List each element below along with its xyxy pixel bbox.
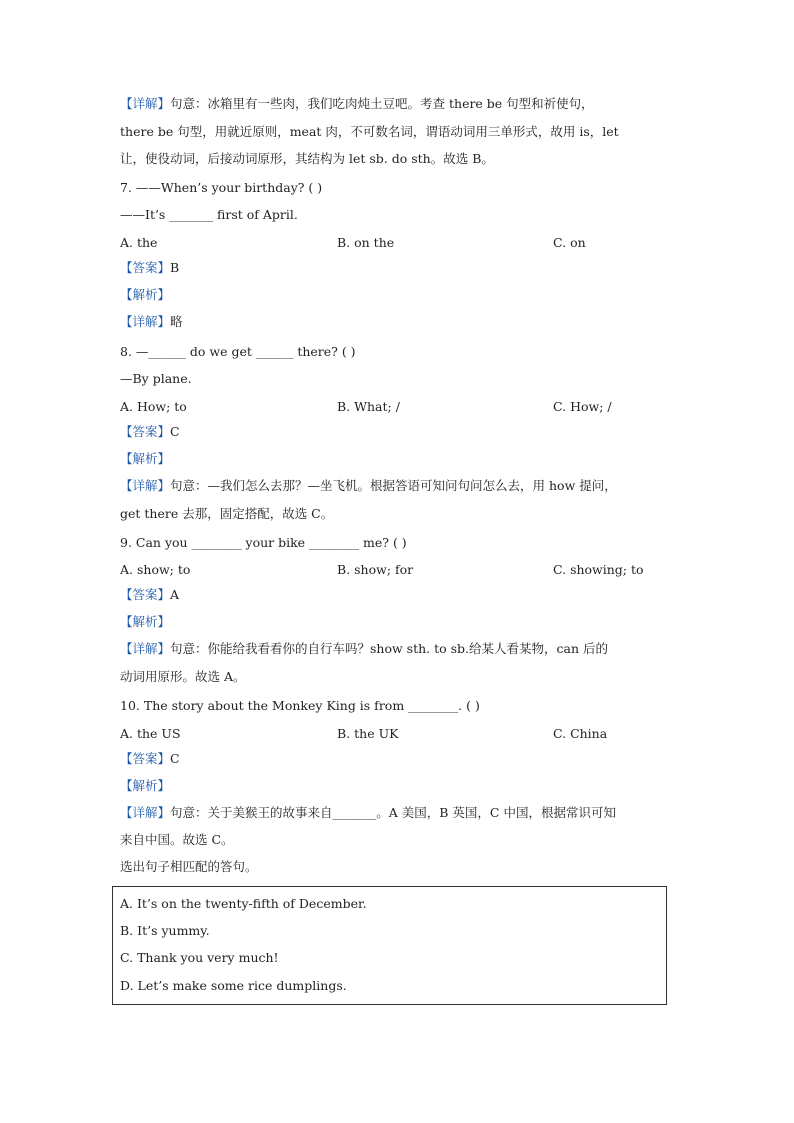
matching-option-b: B. It’s yummy. [120,923,210,938]
q7-option-a: A. the [120,235,158,250]
q9-detail-line-2: 动词用原形。故选 A。 [120,669,246,684]
q10-stem: 10. The story about the Monkey King is from ________. ( ) [120,698,480,713]
q8-option-b: B. What; / [337,399,400,414]
q8-stem-reply: —By plane. [120,371,192,386]
q10-analysis: 【解析】 [120,778,171,793]
q7-option-b: B. on the [337,235,395,250]
q7-stem: 7. ——When’s your birthday? ( ) [120,180,323,195]
q7-option-c: C. on [553,235,586,250]
q9-option-c: C. showing; to [553,562,644,577]
q9-analysis: 【解析】 [120,614,171,629]
q6-detail-line-2: there be 句型，用就近原则，meat 肉，不可数名词，谓语动词用三单形式，故用 is，let [120,124,619,139]
q6-detail-line-1: 【详解】句意：冰箱里有一些肉，我们吃肉炖土豆吧。考查 there be 句型和祈使句， [120,96,594,111]
q9-stem: 9. Can you ________ your bike ________ me? ( ) [120,535,407,550]
q7-stem-reply: ——It’s _______ first of April. [120,207,298,222]
q7-detail: 【详解】略 [120,314,183,329]
matching-option-d: D. Let’s make some rice dumplings. [120,978,347,993]
q8-answer: 【答案】C [120,424,180,439]
q9-answer: 【答案】A [120,587,180,602]
q8-option-c: C. How; / [553,399,612,414]
q8-option-a: A. How; to [120,399,187,414]
q8-detail-line-1: 【详解】句意：—我们怎么去那？—坐飞机。根据答语可知问句问怎么去，用 how 提问， [120,478,617,493]
q10-option-a: A. the US [120,726,181,741]
matching-option-a: A. It’s on the twenty-fifth of December. [120,896,367,911]
q10-answer: 【答案】C [120,751,180,766]
q8-analysis: 【解析】 [120,451,171,466]
q9-option-a: A. show; to [120,562,191,577]
q7-analysis: 【解析】 [120,287,171,302]
q9-option-b: B. show; for [337,562,414,577]
q10-option-b: B. the UK [337,726,399,741]
q10-option-c: C. China [553,726,608,741]
detail-tag: 【详解】 [120,96,171,111]
q8-detail-line-2: get there 去那，固定搭配，故选 C。 [120,506,334,521]
q10-detail-line-1: 【详解】句意：关于美猴王的故事来自_______。A 美国，B 英国，C 中国，根据常识可知 [120,805,616,820]
matching-option-c: C. Thank you very much! [120,950,279,965]
q7-answer: 【答案】B [120,260,180,275]
matching-instruction: 选出句子相匹配的答句。 [120,859,258,874]
q9-detail-line-1: 【详解】句意：你能给我看看你的自行车吗？show sth. to sb.给某人看某物，can 后的 [120,641,609,656]
q8-stem: 8. —______ do we get ______ there? ( ) [120,344,356,359]
q6-detail-line-3: 让，使役动词，后接动词原形，其结构为 let sb. do sth。故选 B。 [120,151,494,166]
matching-options-box [112,886,667,1005]
q10-detail-line-2: 来自中国。故选 C。 [120,832,234,847]
